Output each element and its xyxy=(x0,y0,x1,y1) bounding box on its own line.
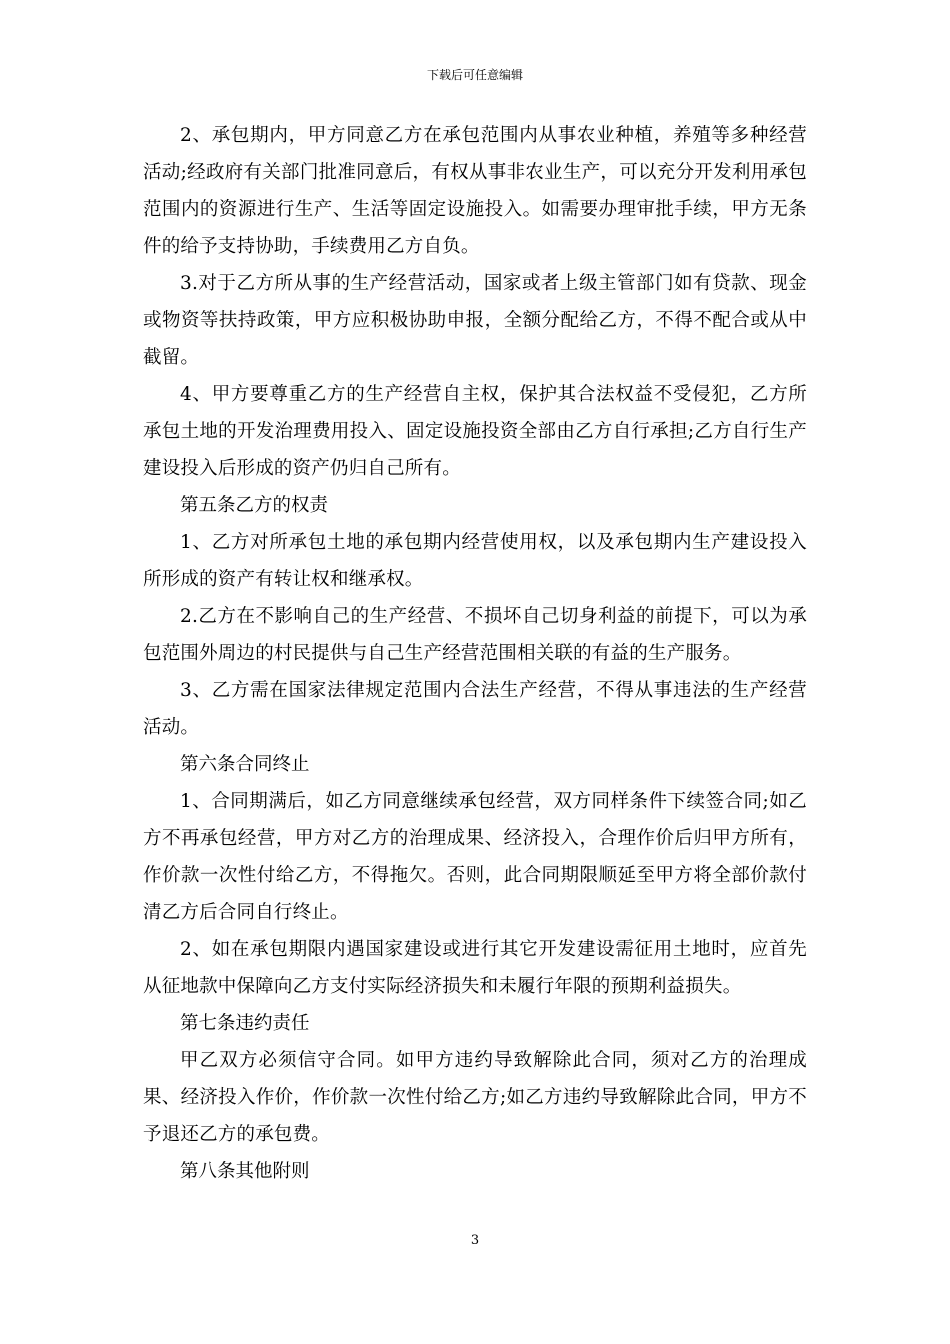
clause-paragraph: 1、乙方对所承包土地的承包期内经营使用权，以及承包期内生产建设投入所形成的资产有转让权和继承权。 xyxy=(143,532,807,590)
page-number: 3 xyxy=(470,1233,480,1248)
clause-paragraph: 2.乙方在不影响自己的生产经营、不损坏自己切身利益的前提下，可以为承包范围外周边的村民提供与自己生产经营范围相关联的有益的生产服务。 xyxy=(143,606,807,664)
article-heading: 第六条合同终止 xyxy=(180,754,310,775)
clause-paragraph: 2、如在承包期限内遇国家建设或进行其它开发建设需征用土地时，应首先从征地款中保障向乙方支付实际经济损失和未履行年限的预期利益损失。 xyxy=(143,939,807,997)
clause-paragraph: 3.对于乙方所从事的生产经营活动，国家或者上级主管部门如有贷款、现金或物资等扶持政策，甲方应积极协助申报，全额分配给乙方，不得不配合或从中截留。 xyxy=(143,273,807,368)
clause-paragraph: 4、甲方要尊重乙方的生产经营自主权，保护其合法权益不受侵犯，乙方所承包土地的开发治理费用投入、固定设施投资全部由乙方自行承担;乙方自行生产建设投入后形成的资产仍归自己所有。 xyxy=(143,384,807,479)
article-heading: 第七条违约责任 xyxy=(180,1013,310,1034)
clause-paragraph: 2、承包期内，甲方同意乙方在承包范围内从事农业种植，养殖等多种经营活动;经政府有关部门批准同意后，有权从事非农业生产，可以充分开发利用承包范围内的资源进行生产、生活等固定设施投入。如需要办理审批手续，甲方无条件的给予支持协助，手续费用乙方自负。 xyxy=(143,125,807,257)
page-header: 下载后可任意编辑 xyxy=(426,68,523,82)
article-heading: 第八条其他附则 xyxy=(180,1161,310,1182)
clause-paragraph: 甲乙双方必须信守合同。如甲方违约导致解除此合同，须对乙方的治理成果、经济投入作价，作价款一次性付给乙方;如乙方违约导致解除此合同，甲方不予退还乙方的承包费。 xyxy=(143,1050,807,1145)
article-heading: 第五条乙方的权责 xyxy=(180,495,329,516)
clause-paragraph: 3、乙方需在国家法律规定范围内合法生产经营，不得从事违法的生产经营活动。 xyxy=(143,680,807,738)
document-body xyxy=(143,117,807,1190)
clause-paragraph: 1、合同期满后，如乙方同意继续承包经营，双方同样条件下续签合同;如乙方不再承包经营，甲方对乙方的治理成果、经济投入，合理作价后归甲方所有，作价款一次性付给乙方，不得拖欠。否则，此合同期限顺延至甲方将全部价款付清乙方后合同自行终止。 xyxy=(143,791,807,923)
